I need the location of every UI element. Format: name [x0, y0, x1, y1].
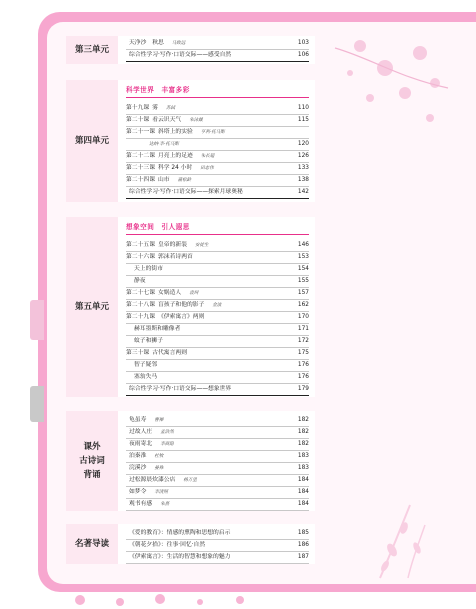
toc-page-number: 186 — [297, 542, 309, 548]
toc-title: 过松源晨炊漆公店 — [129, 477, 176, 483]
toc-row[interactable] — [126, 175, 309, 187]
toc-row[interactable] — [126, 264, 309, 276]
toc-row[interactable] — [126, 540, 309, 552]
toc-row[interactable] — [126, 336, 309, 348]
side-tab-pink — [30, 300, 44, 340]
toc-author: 苏轼 — [166, 106, 176, 111]
toc-title: 郭沫若诗两首 — [158, 254, 193, 260]
unit-label-box — [66, 524, 118, 564]
toc-lesson-number: 第二十二课 — [126, 153, 155, 159]
toc-row[interactable] — [126, 475, 309, 487]
unit-label: 第三单元 — [74, 45, 109, 55]
unit-label-box — [66, 36, 118, 64]
toc-page-number: 183 — [297, 465, 309, 471]
toc-lesson-number: 第二十九课 — [126, 314, 155, 320]
side-tab-grey — [30, 386, 44, 422]
toc-author: 孟浩然 — [160, 430, 174, 435]
toc-author: 袁珂 — [189, 291, 199, 296]
unit-label: 名著导读 — [74, 539, 109, 549]
toc-page-number: 120 — [297, 141, 309, 147]
sakura-decoration-icon — [330, 28, 450, 138]
toc-row[interactable] — [126, 115, 309, 127]
toc-page-number: 171 — [297, 326, 309, 332]
toc-row[interactable] — [126, 451, 309, 463]
toc-page-number: 142 — [297, 189, 309, 195]
toc-title: 龟虽寿 — [129, 417, 147, 423]
toc-row[interactable] — [126, 384, 309, 396]
toc-title: 综合性学习·写作·口语交际——感受自然 — [129, 52, 232, 58]
toc-title: 蚊子和狮子 — [134, 338, 163, 344]
unit-section — [66, 80, 315, 202]
unit-label: 第五单元 — [74, 302, 109, 312]
branch-decoration-icon — [370, 500, 430, 580]
toc-row[interactable] — [126, 240, 309, 252]
toc-author: 安徒生 — [195, 243, 209, 248]
toc-lesson-number: 第三十课 — [126, 350, 150, 356]
toc-page-number: 183 — [297, 453, 309, 459]
toc-author: 亨利·托马斯 — [200, 130, 225, 135]
toc-page-number: 182 — [297, 441, 309, 447]
toc-page-number: 115 — [297, 117, 309, 123]
toc-row[interactable] — [126, 300, 309, 312]
toc-lesson-number: 第二十一课 — [126, 129, 155, 135]
toc-row[interactable] — [126, 276, 309, 288]
toc-page-number: 110 — [297, 105, 309, 111]
toc-lesson-number: 第二十八课 — [126, 302, 155, 308]
unit-rows — [126, 221, 309, 396]
toc-page-number: 184 — [297, 489, 309, 495]
toc-page-number: 176 — [297, 362, 309, 368]
toc-lesson-number: 第二十三课 — [126, 165, 155, 171]
toc-author: 达纳·李·托马斯 — [149, 142, 179, 147]
toc-title: 综合性学习·写作·口语交际——想象世界 — [129, 386, 232, 392]
toc-author: 曹操 — [154, 418, 164, 423]
toc-page-number: 176 — [297, 374, 309, 380]
toc-row[interactable] — [126, 427, 309, 439]
toc-page-number: 126 — [297, 153, 309, 159]
toc-title: 《爱的教育》：情感的熏陶和思想的启示 — [129, 530, 231, 536]
unit-rows — [126, 528, 309, 564]
toc-page-number: 133 — [297, 165, 309, 171]
unit-rows — [126, 415, 309, 511]
toc-title: 静夜 — [134, 278, 146, 284]
toc-lesson-number: 第二十课 — [126, 117, 150, 123]
toc-title: 天上的街市 — [134, 266, 163, 272]
toc-page-number: 182 — [297, 417, 309, 423]
toc-title: 天净沙 秋思 — [129, 40, 164, 46]
toc-title: 斜塔上的实验 — [158, 129, 193, 135]
toc-lesson-number: 第二十六课 — [126, 254, 155, 260]
toc-page-number: 155 — [297, 278, 309, 284]
toc-page-number: 170 — [297, 314, 309, 320]
toc-lesson-number: 第二十五课 — [126, 242, 155, 248]
toc-author: 蒲松龄 — [177, 178, 192, 183]
toc-row[interactable] — [126, 127, 309, 139]
toc-row[interactable] — [126, 372, 309, 384]
toc-row[interactable] — [126, 288, 309, 300]
toc-page-number: 182 — [297, 429, 309, 435]
toc-title: 赫耳墨斯和雕像者 — [134, 326, 181, 332]
toc-row[interactable] — [126, 139, 309, 151]
toc-row[interactable] — [126, 151, 309, 163]
toc-row[interactable] — [126, 38, 309, 50]
unit-rows — [126, 84, 309, 199]
toc-author: 朱泳燚 — [189, 118, 203, 123]
toc-page-number: 162 — [297, 302, 309, 308]
toc-page-number: 103 — [297, 40, 309, 46]
toc-row[interactable] — [126, 312, 309, 324]
toc-title: 皇帝的新装 — [158, 242, 187, 248]
toc-title: 智子疑邻 — [134, 362, 158, 368]
unit-label: 第四单元 — [74, 136, 109, 146]
toc-page-number: 146 — [297, 242, 309, 248]
toc-title: 综合性学习·写作·口语交际——探索月球奥秘 — [129, 189, 243, 195]
toc-author: 杜牧 — [154, 454, 164, 459]
toc-author: 杨万里 — [183, 478, 197, 483]
classics-section — [66, 524, 315, 564]
toc-title: 科学 24 小时 — [158, 165, 193, 171]
toc-row[interactable] — [126, 50, 309, 62]
toc-title: 雾 — [152, 105, 159, 111]
toc-row[interactable] — [126, 415, 309, 427]
toc-page-number: 184 — [297, 477, 309, 483]
toc-lesson-number: 第十九课 — [126, 105, 150, 111]
unit-section — [66, 36, 315, 64]
toc-lesson-number: 第二十七课 — [126, 290, 155, 296]
toc-title: 《朝花夕拾》：往事·回忆·自然 — [129, 542, 206, 548]
unit-theme: 科学世界 丰富多彩 — [126, 84, 309, 98]
toc-title: 泊秦淮 — [129, 453, 147, 459]
toc-row[interactable] — [126, 552, 309, 564]
unit-label-box — [66, 411, 118, 511]
toc-row[interactable] — [126, 360, 309, 372]
toc-author: 金波 — [212, 303, 222, 308]
toc-page-number: 154 — [297, 266, 309, 272]
toc-row[interactable] — [126, 487, 309, 499]
toc-row[interactable] — [126, 252, 309, 264]
toc-row[interactable] — [126, 528, 309, 540]
toc-page-number: 184 — [297, 501, 309, 507]
toc-title: 夜雨寄北 — [129, 441, 153, 447]
toc-row[interactable] — [126, 163, 309, 175]
toc-title: 古代寓言两则 — [152, 350, 187, 356]
toc-page-number: 157 — [297, 290, 309, 296]
toc-author: 朱长超 — [200, 154, 215, 159]
toc-author: 马致远 — [171, 41, 186, 46]
toc-page-number: 153 — [297, 254, 309, 260]
toc-page-number: 175 — [297, 350, 309, 356]
poems-section — [66, 411, 315, 511]
toc-title: 《伊索寓言》两则 — [158, 314, 205, 320]
toc-title: 女娲造人 — [158, 290, 182, 296]
toc-title: 《伊索寓言》：生活的智慧和想象的魅力 — [129, 554, 231, 560]
toc-author: 晏殊 — [154, 466, 164, 471]
toc-page-number: 179 — [297, 386, 309, 392]
toc-page-number: 106 — [297, 52, 309, 58]
toc-title: 过故人庄 — [129, 429, 153, 435]
toc-row[interactable] — [126, 103, 309, 115]
toc-title: 看云识天气 — [152, 117, 182, 123]
toc-lesson-number: 第二十四课 — [126, 177, 155, 183]
unit-theme: 想象空间 引人遐思 — [126, 221, 309, 235]
unit-label-box — [66, 217, 118, 397]
toc-row[interactable] — [126, 499, 309, 511]
toc-row[interactable] — [126, 348, 309, 360]
toc-title: 浣溪沙 — [129, 465, 147, 471]
toc-row[interactable] — [126, 463, 309, 475]
toc-author: 李清照 — [154, 490, 168, 495]
toc-title: 如梦令 — [129, 489, 147, 495]
toc-author: 李商隐 — [160, 442, 174, 447]
unit-section — [66, 217, 315, 397]
toc-title: 山市 — [158, 177, 170, 183]
unit-rows — [126, 38, 309, 62]
unit-label-box — [66, 80, 118, 202]
toc-title: 月亮上的足迹 — [158, 153, 193, 159]
toc-row[interactable] — [126, 324, 309, 336]
toc-page-number: 172 — [297, 338, 309, 344]
toc-row[interactable] — [126, 187, 309, 199]
toc-title: 塞翁失马 — [134, 374, 158, 380]
toc-title: 观书有感 — [129, 501, 153, 507]
toc-page-number: 185 — [297, 530, 309, 536]
toc-page-number: 187 — [297, 554, 309, 560]
toc-title: 盲孩子和他的影子 — [158, 302, 205, 308]
toc-row[interactable] — [126, 439, 309, 451]
unit-label: 课外 古诗词 背诵 — [79, 442, 105, 480]
toc-page-number: 138 — [297, 177, 309, 183]
toc-author: 朱熹 — [160, 502, 170, 507]
toc-author: 田志伟 — [200, 166, 214, 171]
flower-border-icon — [60, 592, 476, 609]
